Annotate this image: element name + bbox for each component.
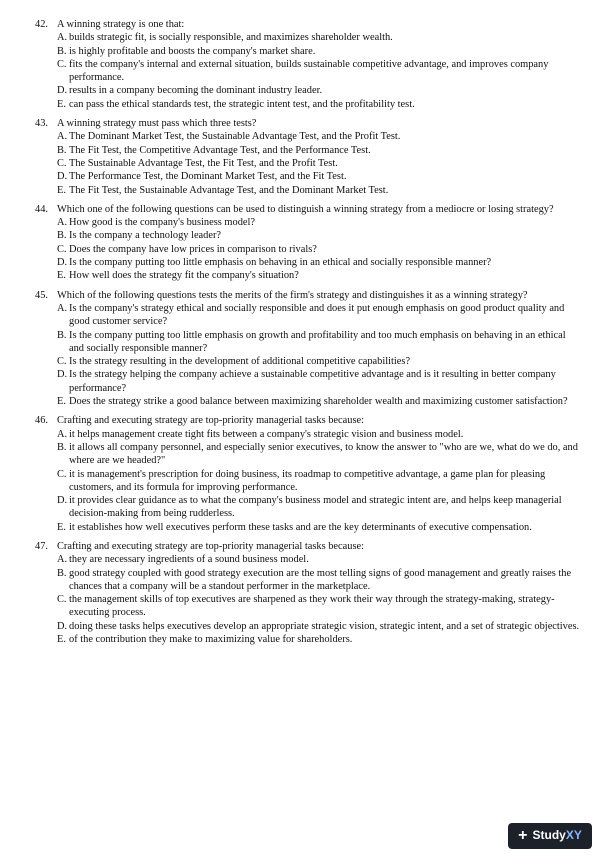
option-text: Is the company putting too little emphasis on behaving in an ethical and socially responsible manner?: [69, 257, 492, 269]
option-text: How well does the strategy fit the company's situation?: [69, 270, 299, 282]
question-number: 42.: [35, 19, 48, 30]
option-letter: D.: [57, 171, 68, 183]
option-text: The Performance Test, the Dominant Market Test, and the Fit Test.: [69, 171, 347, 183]
option-letter: E.: [57, 521, 66, 533]
answer-option[interactable]: [0, 130, 612, 143]
answer-option[interactable]: [0, 170, 612, 183]
option-letter: D.: [57, 369, 68, 381]
option-text: of the contribution they make to maximizing value for shareholders.: [69, 634, 353, 646]
question-list: [0, 18, 612, 652]
option-text: it establishes how well executives perform these tasks and are the key determinants of executive compensation.: [69, 521, 532, 533]
option-letter: E.: [57, 396, 66, 408]
answer-option[interactable]: [0, 157, 612, 170]
option-letter: C.: [57, 157, 67, 169]
answer-option[interactable]: [0, 428, 612, 441]
question-number: 43.: [35, 118, 48, 130]
option-letter: C.: [57, 594, 67, 606]
question-block: [0, 203, 612, 283]
option-text: The Fit Test, the Sustainable Advantage Test, and the Dominant Market Test.: [69, 184, 389, 196]
option-letter: D.: [57, 85, 68, 97]
question-text: A winning strategy must pass which three tests?: [57, 118, 257, 130]
question-stem: [0, 18, 612, 31]
answer-option[interactable]: [0, 31, 612, 44]
option-letter: A.: [57, 554, 68, 566]
question-number: 44.: [35, 203, 48, 215]
answer-option[interactable]: [0, 567, 612, 594]
answer-option[interactable]: [0, 395, 612, 408]
option-text: is highly profitable and boosts the company's market share.: [69, 45, 316, 57]
option-text: Is the strategy helping the company achieve a sustainable competitive advantage and is it resulting in better company performance?: [69, 369, 556, 394]
question-number: 47.: [35, 540, 48, 552]
option-text: Does the strategy strike a good balance between maximizing shareholder wealth and maximizing customer satisfaction?: [69, 396, 568, 408]
answer-option[interactable]: [0, 553, 612, 566]
question-text: A winning strategy is one that:: [57, 19, 185, 30]
option-letter: B.: [57, 567, 67, 579]
answer-option[interactable]: [0, 144, 612, 157]
answer-option[interactable]: [0, 302, 612, 329]
option-letter: E.: [57, 634, 66, 646]
option-letter: C.: [57, 58, 67, 70]
option-letter: A.: [57, 131, 68, 143]
option-letter: B.: [57, 45, 67, 57]
option-letter: E.: [57, 98, 66, 110]
question-block: [0, 414, 612, 534]
option-letter: C.: [57, 243, 67, 255]
question-stem: [0, 117, 612, 130]
answer-option[interactable]: [0, 521, 612, 534]
option-letter: A.: [57, 428, 68, 440]
question-stem: [0, 203, 612, 216]
question-text: Crafting and executing strategy are top-priority managerial tasks because:: [57, 540, 364, 552]
option-letter: C.: [57, 468, 67, 480]
answer-option[interactable]: [0, 368, 612, 395]
option-text: the management skills of top executives are sharpened as they work their way through the strategy-making, strategy-executing process.: [69, 594, 555, 619]
option-text: results in a company becoming the dominant industry leader.: [69, 85, 323, 97]
option-letter: D.: [57, 257, 68, 269]
option-letter: C.: [57, 356, 67, 368]
option-text: it is management's prescription for doing business, its roadmap to competitive advantage, a game plan for pleasing customers, and its formula for improving performance.: [69, 468, 546, 493]
option-letter: A.: [57, 32, 68, 44]
answer-option[interactable]: [0, 184, 612, 197]
plus-icon: +: [518, 827, 528, 844]
option-letter: E.: [57, 270, 66, 282]
answer-option[interactable]: [0, 269, 612, 282]
option-text: How good is the company's business model?: [69, 217, 255, 229]
answer-option[interactable]: [0, 216, 612, 229]
answer-option[interactable]: [0, 355, 612, 368]
studyxy-badge[interactable]: [508, 823, 592, 849]
option-letter: D.: [57, 495, 68, 507]
question-text: Which of the following questions tests the merits of the firm's strategy and distinguishes it as a winning strategy?: [57, 289, 528, 301]
option-text: fits the company's internal and external situation, builds sustainable competitive advantage, and improves company performance.: [69, 58, 549, 84]
answer-option[interactable]: [0, 58, 612, 85]
option-text: builds strategic fit, is socially responsible, and maximizes shareholder wealth.: [69, 32, 393, 44]
brand-xy: XY: [565, 828, 582, 843]
answer-option[interactable]: [0, 45, 612, 58]
option-text: they are necessary ingredients of a sound business model.: [69, 554, 309, 566]
option-text: The Sustainable Advantage Test, the Fit Test, and the Profit Test.: [69, 157, 338, 169]
option-letter: B.: [57, 329, 67, 341]
question-block: [0, 18, 612, 111]
answer-option[interactable]: [0, 593, 612, 620]
option-text: it helps management create tight fits between a company's strategic vision and business model.: [69, 428, 464, 440]
answer-option[interactable]: [0, 256, 612, 269]
answer-option[interactable]: [0, 98, 612, 111]
option-letter: D.: [57, 620, 68, 632]
brand-study: Study: [532, 828, 566, 843]
question-stem: [0, 414, 612, 427]
option-text: good strategy coupled with good strategy execution are the most telling signs of good management and greatly raises the chances that a company will be a standout performer in the marketplace.: [69, 567, 572, 592]
answer-option[interactable]: [0, 633, 612, 646]
question-block: [0, 117, 612, 197]
option-text: The Fit Test, the Competitive Advantage Test, and the Performance Test.: [69, 144, 371, 156]
option-text: Is the company putting too little emphasis on growth and profitability and too much emphasis on behaving in an ethical and socially responsible manner?: [69, 329, 566, 354]
question-stem: [0, 289, 612, 302]
answer-option[interactable]: [0, 84, 612, 97]
option-text: Is the company a technology leader?: [69, 230, 222, 242]
option-text: Does the company have low prices in comparison to rivals?: [69, 243, 317, 255]
option-letter: A.: [57, 302, 68, 314]
answer-option[interactable]: [0, 229, 612, 242]
option-text: can pass the ethical standards test, the strategic intent test, and the profitability test.: [69, 98, 415, 110]
question-block: [0, 540, 612, 646]
option-letter: A.: [57, 217, 68, 229]
answer-option[interactable]: [0, 243, 612, 256]
answer-option[interactable]: [0, 468, 612, 495]
question-text: Crafting and executing strategy are top-priority managerial tasks because:: [57, 415, 364, 427]
option-letter: B.: [57, 230, 67, 242]
option-letter: E.: [57, 184, 66, 196]
answer-option[interactable]: [0, 329, 612, 356]
option-text: it provides clear guidance as to what the company's business model and strategic intent are, and helps keep managerial decision-making from being rudderless.: [69, 495, 562, 520]
question-number: 46.: [35, 415, 48, 427]
answer-option[interactable]: [0, 620, 612, 633]
question-stem: [0, 540, 612, 553]
option-text: it allows all company personnel, and especially senior executives, to know the answer to "who are we, what do we do, and where are we headed?": [69, 441, 578, 467]
option-text: doing these tasks helps executives develop an appropriate strategic vision, strategic intent, and a set of strategic objectives.: [69, 620, 580, 632]
question-text: Which one of the following questions can be used to distinguish a winning strategy from a mediocre or losing strategy?: [57, 203, 554, 215]
answer-option[interactable]: [0, 441, 612, 468]
option-text: The Dominant Market Test, the Sustainable Advantage Test, and the Profit Test.: [69, 131, 401, 143]
option-text: Is the strategy resulting in the development of additional competitive capabilities?: [69, 356, 411, 368]
option-letter: B.: [57, 441, 67, 453]
option-text: Is the company's strategy ethical and socially responsible and does it put enough emphasis on good product quality and good customer service?: [69, 302, 565, 328]
answer-option[interactable]: [0, 494, 612, 521]
question-block: [0, 289, 612, 409]
option-letter: B.: [57, 144, 67, 156]
question-number: 45.: [35, 289, 48, 301]
